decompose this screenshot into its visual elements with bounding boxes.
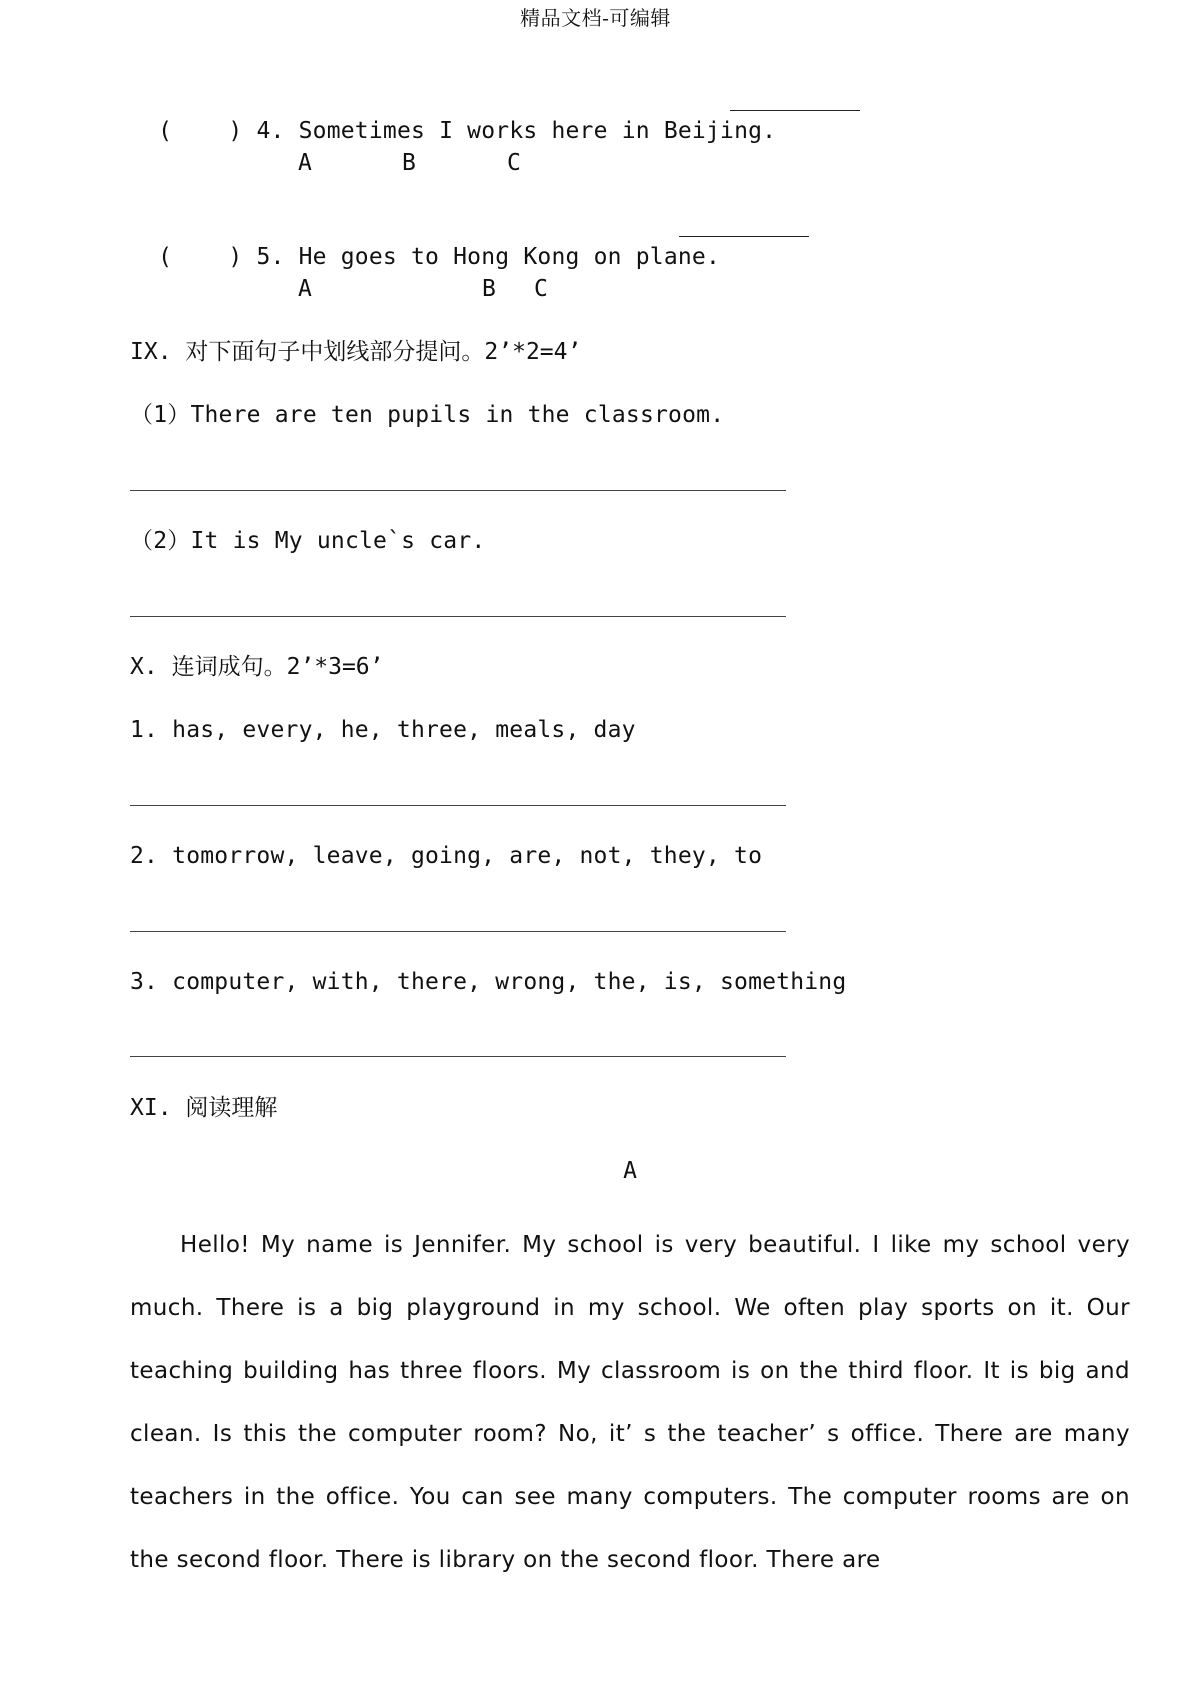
- option-a: A: [298, 150, 312, 176]
- answer-bracket[interactable]: ( ): [158, 118, 243, 144]
- answer-line-10-3[interactable]: [130, 1056, 786, 1057]
- option-c: C: [507, 150, 521, 176]
- section-score: 2’*2=4’: [484, 339, 582, 365]
- option-a: A: [298, 276, 312, 302]
- section-label: XI.: [130, 1095, 172, 1121]
- section-11-heading: [130, 1093, 277, 1123]
- section-title: 对下面句子中划线部分提问。: [185, 339, 485, 365]
- answer-line-10-2[interactable]: [130, 931, 786, 932]
- option-b: B: [402, 150, 416, 176]
- section-10-heading: [130, 652, 384, 682]
- section-label: X.: [130, 654, 158, 680]
- question-text: 5. He goes to Hong Kong on plane.: [256, 244, 721, 270]
- question-5: [130, 212, 720, 272]
- section-9-heading: [130, 337, 581, 367]
- section-title: 阅读理解: [185, 1095, 278, 1121]
- answer-line-9-2[interactable]: [130, 616, 786, 617]
- section-10-item-2: 2. tomorrow, leave, going, are, not, they, to: [130, 843, 763, 869]
- section-title: 连词成句。: [171, 654, 287, 680]
- page-header: 精品文档-可编辑: [520, 6, 671, 30]
- reading-passage: Hello! My name is Jennifer. My school is very beautiful. I like my school very much. There is a big playground in my school. We often play sports on it. Our teaching building has three floors. My classroom is on the third floor. It is big and clean. Is this the computer room? No, it’ s the teacher’ s office. There are many teachers in the office. You can see many computers. The computer rooms are on the second floor. There is library on the second floor. There are: [130, 1232, 1130, 1573]
- question-4: [130, 86, 776, 146]
- question-text: 4. Sometimes I works here in Beijing.: [256, 118, 777, 144]
- section-label: IX.: [130, 339, 172, 365]
- option-c: C: [534, 276, 548, 302]
- section-score: 2’*3=6’: [286, 654, 384, 680]
- answer-line-9-1[interactable]: [130, 490, 786, 491]
- section-9-item-2: （2）It is My uncle`s car.: [130, 528, 486, 554]
- passage-label: A: [623, 1158, 637, 1184]
- answer-line-10-1[interactable]: [130, 805, 786, 806]
- section-10-item-1: 1. has, every, he, three, meals, day: [130, 717, 636, 743]
- correction-blank[interactable]: [679, 236, 809, 237]
- option-b: B: [482, 276, 496, 302]
- section-10-item-3: 3. computer, with, there, wrong, the, is, something: [130, 969, 847, 995]
- section-9-item-1: （1）There are ten pupils in the classroom.: [130, 402, 725, 428]
- answer-bracket[interactable]: ( ): [158, 244, 243, 270]
- correction-blank[interactable]: [730, 110, 860, 111]
